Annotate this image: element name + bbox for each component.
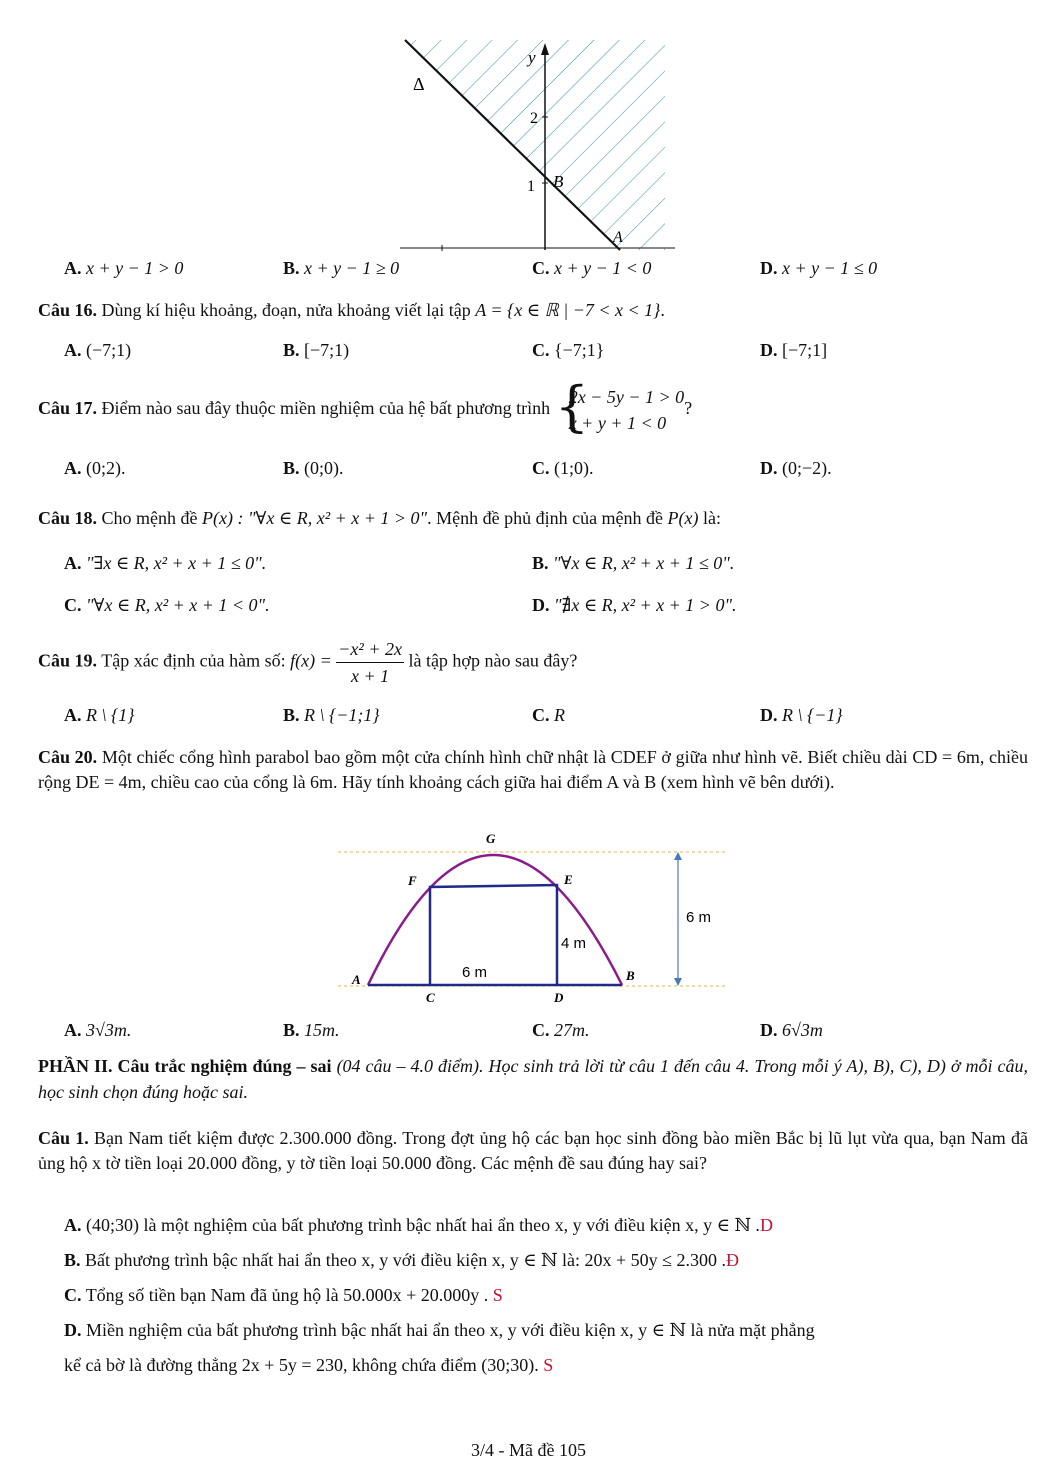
height-label: 6 m [686,909,712,926]
q19-options [0,705,1057,735]
p2q1-item-c[interactable]: C. Tổng số tiền bạn Nam đã ủng hộ là 50.000x + 20.000y . S [64,1285,503,1305]
q15-option-a[interactable]: A. x + y − 1 > 0 [64,258,184,278]
q17-option-d[interactable]: D. (0;−2). [760,458,832,478]
label-g: G [486,831,496,846]
q19-option-a[interactable]: A. R \ {1} [64,705,135,725]
p2q1-item-d-cont: kể cả bờ là đường thẳng 2x + 5y = 230, không chứa điểm (30;30). S [64,1355,554,1375]
q20-option-c[interactable]: C. 27m. [532,1020,590,1040]
delta-label: Δ [413,74,425,94]
q18-options-row2 [0,595,1057,625]
point-a-label: A [613,229,623,246]
q20-option-d[interactable]: D. 6√3m [760,1020,823,1040]
q17-option-b[interactable]: B. (0;0). [283,458,344,478]
q20-options [0,1020,1057,1050]
part2-question-1: Câu 1. Bạn Nam tiết kiệm được 2.300.000 đồng. Trong đợt ủng hộ các bạn học sinh đồng bào miền Bắc bị lũ lụt vừa qua, bạn Nam đã ủng hộ x tờ tiền loại 20.000 đồng, y tờ tiền loại 50.000 đồng. Các mệnh đề sau đúng hay sai? [38,1128,1029,1173]
q15-options [0,258,1057,288]
q19-option-b[interactable]: B. R \ {−1;1} [283,705,380,725]
question-17: Câu 17. Điểm nào sau đây thuộc miền nghiệm của hệ bất phương trình { 2x − 5y − 1 > 0 x + y + 1 < 0 ? [38,375,693,438]
point-b-label: B [553,172,564,191]
q18-option-c[interactable]: C. "∀x ∈ R, x² + x + 1 < 0". [64,595,270,615]
q15-option-c[interactable]: C. x + y − 1 < 0 [532,258,652,278]
q15-option-b[interactable]: B. x + y − 1 ≥ 0 [283,258,400,278]
q16-options [0,340,1057,370]
q18-option-a[interactable]: A. "∃x ∈ R, x² + x + 1 ≤ 0". [64,553,267,573]
q16-option-b[interactable]: B. [−7;1) [283,340,350,360]
label-a: A [352,972,361,987]
tick-1: 1 [527,178,535,195]
tick-2: 2 [530,110,538,127]
label-d: D [554,990,564,1005]
p2q1-item-d[interactable]: D. Miền nghiệm của bất phương trình bậc nhất hai ẩn theo x, y với điều kiện x, y ∈ ℕ là nửa mặt phẳng [64,1320,815,1340]
q17-option-c[interactable]: C. (1;0). [532,458,594,478]
q20-option-b[interactable]: B. 15m. [283,1020,340,1040]
label-e: E [564,872,573,887]
y-axis-label: y [528,48,536,67]
q19-option-c[interactable]: C. R [532,705,565,725]
label-b: B [626,968,635,983]
rectangle-cdef [430,885,557,985]
question-20: Câu 20. Một chiếc cổng hình parabol bao gồm một cửa chính hình chữ nhật là CDEF ở giữa như hình vẽ. Biết chiều dài CD = 6m, chiều rộng DE = 4m, chiều cao của cổng là 6m. Hãy tính khoảng cách giữa hai điểm A và B (xem hình vẽ bên dưới). [38,747,1028,792]
q16-option-d[interactable]: D. [−7;1] [760,340,828,360]
q17-options [0,458,1057,488]
shaded-region [395,35,685,260]
q15-option-d[interactable]: D. x + y − 1 ≤ 0 [760,258,878,278]
q17-option-a[interactable]: A. (0;2). [64,458,126,478]
q20-option-a[interactable]: A. 3√3m. [64,1020,132,1040]
question-19: Câu 19. Tập xác định của hàm số: f(x) = $\frac{\text{−x² + 2x}}{x + 1}$ là tập hợp nào sau đây? [38,636,577,689]
p2q1-item-b[interactable]: B. Bất phương trình bậc nhất hai ẩn theo x, y với điều kiện x, y ∈ ℕ là: 20x + 50y ≤ 2.300 .Đ [64,1250,740,1270]
q18-option-b[interactable]: B. "∀x ∈ R, x² + x + 1 ≤ 0". [532,553,735,573]
part2-heading: PHẦN II. Câu trắc nghiệm đúng – sai (04 câu – 4.0 điểm). Học sinh trả lời từ câu 1 đến câu 4. Trong mỗi ý A), B), C), D) ở mỗi câu, học sinh chọn đúng hoặc sai. [38,1056,1029,1102]
label-c: C [426,990,435,1005]
inequality-system: { 2x − 5y − 1 > 0 x + y + 1 < 0 [554,375,685,438]
label-f: F [408,873,417,888]
p2q1-item-a[interactable]: A. (40;30) là một nghiệm của bất phương trình bậc nhất hai ẩn theo x, y với điều kiện x, y ∈ ℕ .D [64,1215,773,1235]
page-footer: 3/4 - Mã đề 105 [471,1440,586,1460]
q16-option-c[interactable]: C. {−7;1} [532,340,605,360]
gate-figure [330,828,730,1008]
rect-width-label: 6 m [462,964,488,981]
parabola [368,855,622,985]
rect-height-label: 4 m [561,935,587,952]
q18-options-row1 [0,553,1057,583]
q16-option-a[interactable]: A. (−7;1) [64,340,132,360]
fraction: $\frac{\text{−x² + 2x}}{x + 1}$ [336,636,404,689]
inequality-graph [395,35,685,260]
q19-option-d[interactable]: D. R \ {−1} [760,705,843,725]
q18-option-d[interactable]: D. "∄x ∈ R, x² + x + 1 > 0". [532,595,737,615]
question-18: Câu 18. Cho mệnh đề P(x) : "∀x ∈ R, x² + x + 1 > 0". Mệnh đề phủ định của mệnh đề P(x) là: [38,508,722,528]
question-16: Câu 16. Dùng kí hiệu khoảng, đoạn, nửa khoảng viết lại tập A = {x ∈ ℝ | −7 < x < 1}. [38,300,665,320]
